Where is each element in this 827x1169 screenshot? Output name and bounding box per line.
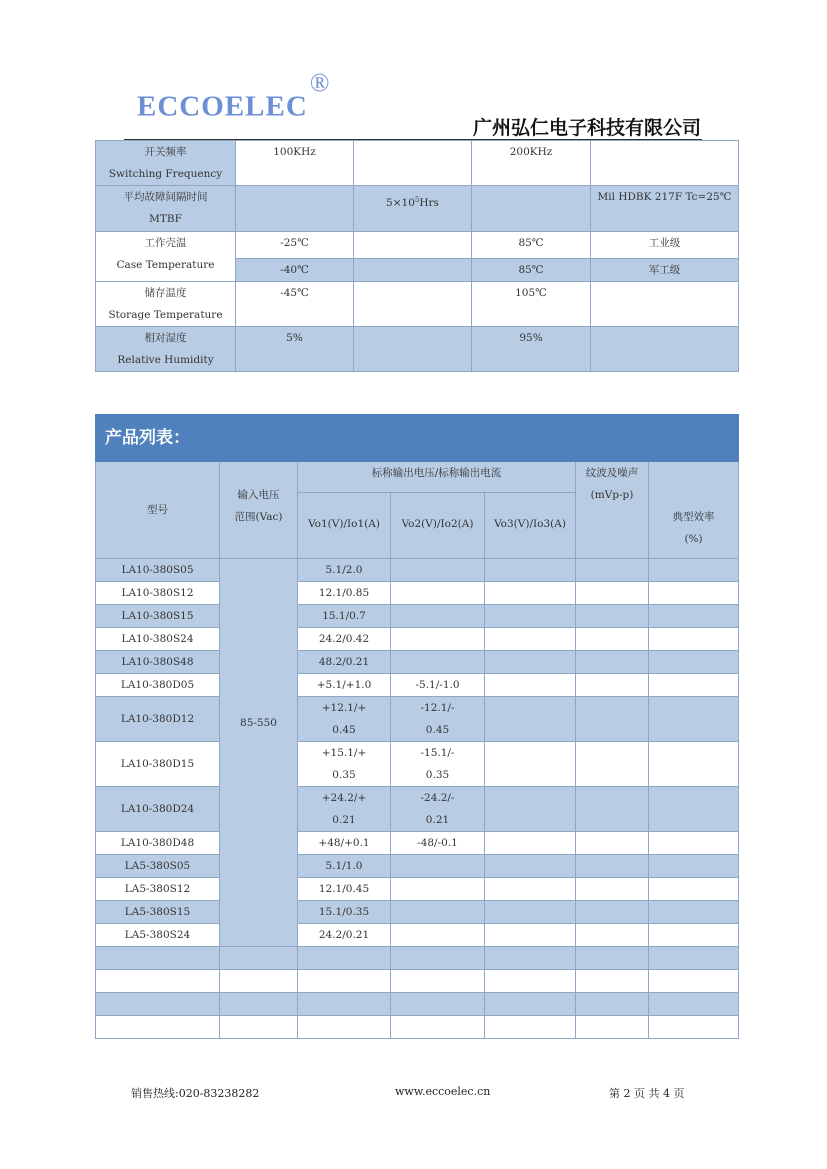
empty-cell (298, 1016, 391, 1039)
product-vo1: +5.1/+1.0 (298, 674, 391, 697)
spec-table (95, 140, 739, 372)
empty-cell (649, 1016, 739, 1039)
header-row-1 (96, 462, 739, 493)
empty-cell (220, 993, 298, 1016)
product-model: LA5-380S12 (96, 878, 220, 901)
product-vo3 (485, 878, 576, 901)
spec-label: 平均故障间隔时间 MTBF (96, 186, 236, 232)
product-ripple (576, 742, 649, 787)
spec-min: -45℃ (236, 282, 354, 327)
product-vo1: +15.1/+ 0.35 (298, 742, 391, 787)
product-efficiency (649, 855, 739, 878)
spec-min: 100KHz (236, 141, 354, 186)
product-vo3 (485, 651, 576, 674)
spec-note (591, 141, 739, 186)
product-vo3 (485, 901, 576, 924)
product-row (96, 651, 739, 674)
product-vo1: 5.1/2.0 (298, 559, 391, 582)
product-ripple (576, 582, 649, 605)
empty-cell (220, 1016, 298, 1039)
spec-max: 85℃ (472, 259, 591, 282)
empty-cell (220, 947, 298, 970)
product-vo1: +48/+0.1 (298, 832, 391, 855)
product-model: LA10-380S12 (96, 582, 220, 605)
product-vo1: 5.1/1.0 (298, 855, 391, 878)
header-ripple: 纹波及噪声(mVp-p) (576, 462, 649, 559)
product-efficiency (649, 674, 739, 697)
product-vo3 (485, 924, 576, 947)
company-name: 广州弘仁电子科技有限公司 (472, 117, 701, 139)
spec-note: 军工级 (591, 259, 739, 282)
product-ripple (576, 559, 649, 582)
registered-mark: ® (309, 68, 331, 97)
product-vo2: -48/-0.1 (391, 832, 485, 855)
product-row (96, 697, 739, 742)
spec-typ (354, 282, 472, 327)
product-vo2 (391, 559, 485, 582)
product-model: LA10-380D24 (96, 787, 220, 832)
empty-cell (391, 970, 485, 993)
product-efficiency (649, 787, 739, 832)
product-row (96, 628, 739, 651)
empty-cell (485, 970, 576, 993)
product-vo3 (485, 832, 576, 855)
product-vo1: 24.2/0.21 (298, 924, 391, 947)
product-vo2: -15.1/- 0.35 (391, 742, 485, 787)
spec-row-case-temp (96, 232, 739, 259)
spec-typ (354, 327, 472, 372)
product-efficiency (649, 924, 739, 947)
empty-cell (649, 970, 739, 993)
product-row (96, 901, 739, 924)
empty-row (96, 970, 739, 993)
product-vo1: 12.1/0.45 (298, 878, 391, 901)
empty-cell (576, 970, 649, 993)
product-row (96, 832, 739, 855)
product-efficiency (649, 832, 739, 855)
spec-label: 相对湿度 Relative Humidity (96, 327, 236, 372)
spec-row-switching (96, 141, 739, 186)
spec-max: 95% (472, 327, 591, 372)
header-vo3: Vo3(V)/Io3(A) (485, 493, 576, 559)
spec-max: 105℃ (472, 282, 591, 327)
spec-label: 开关频率 Switching Frequency (96, 141, 236, 186)
spec-max: 200KHz (472, 141, 591, 186)
header-efficiency: 典型效率 (%) (649, 462, 739, 559)
product-row (96, 605, 739, 628)
header-vo1: Vo1(V)/Io1(A) (298, 493, 391, 559)
empty-cell (96, 1016, 220, 1039)
product-vo3 (485, 787, 576, 832)
empty-row (96, 1016, 739, 1039)
product-efficiency (649, 697, 739, 742)
product-vo2: -24.2/- 0.21 (391, 787, 485, 832)
empty-cell (391, 947, 485, 970)
product-ripple (576, 651, 649, 674)
product-vo3 (485, 605, 576, 628)
product-model: LA10-380D15 (96, 742, 220, 787)
empty-row (96, 947, 739, 970)
empty-cell (576, 993, 649, 1016)
product-list-title-row (96, 415, 739, 462)
product-vo1: 12.1/0.85 (298, 582, 391, 605)
empty-cell (485, 1016, 576, 1039)
product-ripple (576, 855, 649, 878)
logo-text: ECCOELEC (137, 90, 308, 123)
spec-row-storage-temp (96, 282, 739, 327)
product-vo2 (391, 901, 485, 924)
product-row (96, 674, 739, 697)
product-model: LA10-380S24 (96, 628, 220, 651)
spec-min: -25℃ (236, 232, 354, 259)
product-efficiency (649, 605, 739, 628)
product-efficiency (649, 742, 739, 787)
spec-typ (354, 259, 472, 282)
product-row (96, 582, 739, 605)
product-row (96, 742, 739, 787)
header-vo2: Vo2(V)/Io2(A) (391, 493, 485, 559)
empty-cell (220, 970, 298, 993)
product-vo2 (391, 582, 485, 605)
product-row (96, 878, 739, 901)
spec-note: 工业级 (591, 232, 739, 259)
spec-min: -40℃ (236, 259, 354, 282)
product-ripple (576, 924, 649, 947)
spec-row-mtbf (96, 186, 739, 232)
empty-cell (96, 947, 220, 970)
product-model: LA5-380S05 (96, 855, 220, 878)
empty-cell (649, 947, 739, 970)
product-model: LA5-380S15 (96, 901, 220, 924)
empty-cell (96, 970, 220, 993)
spec-label: 储存温度 Storage Temperature (96, 282, 236, 327)
empty-row (96, 993, 739, 1016)
product-vo3 (485, 855, 576, 878)
product-ripple (576, 628, 649, 651)
empty-cell (576, 947, 649, 970)
empty-cell (485, 947, 576, 970)
product-model: LA10-380D12 (96, 697, 220, 742)
footer-hotline: 销售热线:020-83238282 (131, 1087, 260, 1100)
empty-cell (298, 993, 391, 1016)
product-vo2: -12.1/- 0.45 (391, 697, 485, 742)
product-vo1: 24.2/0.42 (298, 628, 391, 651)
spec-min: 5% (236, 327, 354, 372)
product-vo1: 15.1/0.7 (298, 605, 391, 628)
product-efficiency (649, 878, 739, 901)
product-efficiency (649, 901, 739, 924)
product-input-range: 85-550 (220, 559, 298, 947)
product-model: LA5-380S24 (96, 924, 220, 947)
empty-cell (576, 1016, 649, 1039)
product-model: LA10-380D05 (96, 674, 220, 697)
product-vo3 (485, 674, 576, 697)
product-ripple (576, 787, 649, 832)
product-vo1: +12.1/+ 0.45 (298, 697, 391, 742)
product-vo2: -5.1/-1.0 (391, 674, 485, 697)
empty-cell (298, 970, 391, 993)
product-list-table (95, 414, 739, 1039)
empty-cell (391, 993, 485, 1016)
empty-cell (298, 947, 391, 970)
product-row (96, 924, 739, 947)
product-list-title: 产品列表： (96, 415, 739, 462)
spec-note (591, 327, 739, 372)
spec-max: 85℃ (472, 232, 591, 259)
footer-website: www.eccoelec.cn (395, 1085, 491, 1098)
spec-max (472, 186, 591, 232)
product-vo3 (485, 697, 576, 742)
product-vo2 (391, 628, 485, 651)
product-ripple (576, 832, 649, 855)
spec-typ (354, 232, 472, 259)
spec-note: Mil HDBK 217F Tc=25℃ (591, 186, 739, 232)
header-output-group: 标称输出电压/标称输出电流 (298, 462, 576, 493)
spec-typ (354, 141, 472, 186)
product-vo1: 48.2/0.21 (298, 651, 391, 674)
product-efficiency (649, 559, 739, 582)
empty-cell (649, 993, 739, 1016)
product-model: LA10-380S15 (96, 605, 220, 628)
product-vo3 (485, 628, 576, 651)
header-model: 型号 (96, 462, 220, 559)
company-logo (137, 68, 331, 124)
spec-label: 工作壳温 Case Temperature (96, 232, 236, 282)
spec-note (591, 282, 739, 327)
product-row (96, 855, 739, 878)
product-row (96, 559, 739, 582)
product-row (96, 787, 739, 832)
product-vo2 (391, 605, 485, 628)
product-vo3 (485, 742, 576, 787)
empty-cell (485, 993, 576, 1016)
empty-cell (391, 1016, 485, 1039)
product-ripple (576, 901, 649, 924)
product-ripple (576, 878, 649, 901)
product-ripple (576, 605, 649, 628)
spec-min (236, 186, 354, 232)
footer-page-number: 第 2 页 共 4 页 (609, 1087, 685, 1100)
product-vo2 (391, 855, 485, 878)
empty-cell (96, 993, 220, 1016)
product-vo2 (391, 651, 485, 674)
spec-typ: $5\times 10^5Hrs$ (354, 186, 472, 232)
product-vo3 (485, 582, 576, 605)
product-ripple (576, 674, 649, 697)
product-vo2 (391, 924, 485, 947)
product-vo2 (391, 878, 485, 901)
product-ripple (576, 697, 649, 742)
product-efficiency (649, 582, 739, 605)
product-efficiency (649, 651, 739, 674)
product-model: LA10-380S48 (96, 651, 220, 674)
product-vo3 (485, 559, 576, 582)
product-vo1: 15.1/0.35 (298, 901, 391, 924)
product-vo1: +24.2/+ 0.21 (298, 787, 391, 832)
spec-row-humidity (96, 327, 739, 372)
product-efficiency (649, 628, 739, 651)
header-input-range: 输入电压 范围(Vac) (220, 462, 298, 559)
product-model: LA10-380D48 (96, 832, 220, 855)
product-model: LA10-380S05 (96, 559, 220, 582)
